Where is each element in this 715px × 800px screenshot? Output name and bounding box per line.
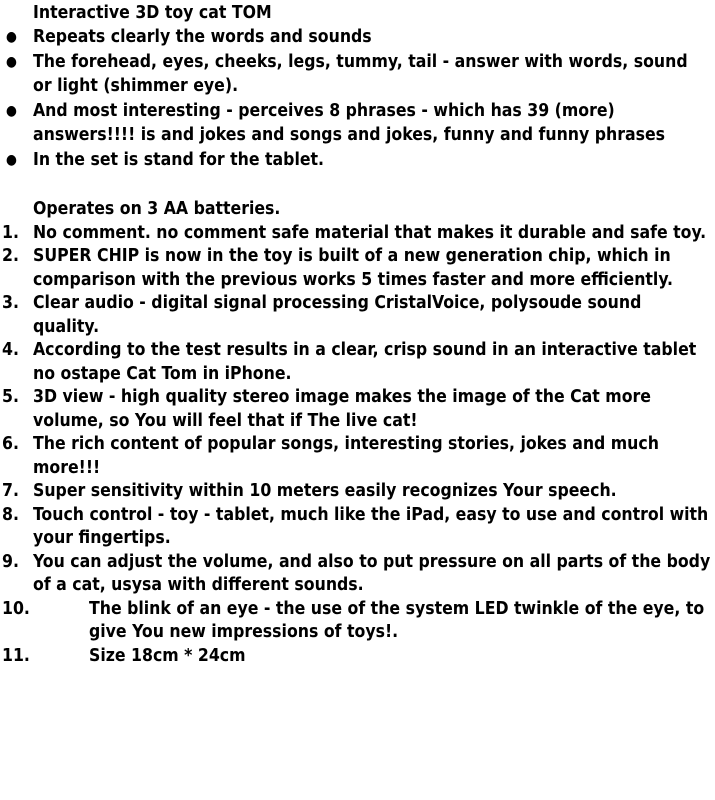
spec-item [0,222,715,246]
feature-text: In the set is stand for the tablet. [33,150,325,170]
spec-number: 7. [2,481,19,501]
spec-number: 11. [2,645,30,666]
spec-item [0,386,715,433]
feature-item [0,149,715,173]
batteries-heading: Operates on 3 AA batteries. [33,199,281,219]
spec-number: 6. [2,434,19,454]
spec-text: SUPER CHIP is now in the toy is built of a new generation chip, which in comparison with the previous works 5 times faster and more efficiently. [33,246,673,290]
spec-number: 3. [2,293,19,313]
spec-number: 9. [2,551,19,572]
feature-text: Repeats clearly the words and sounds [33,26,372,47]
spec-item [0,645,715,669]
document [0,2,715,668]
spec-text: No comment. no comment safe material that makes it durable and safe toy. [33,222,707,243]
spec-item [0,339,715,386]
spec-text: 3D view - high quality stereo image makes the image of the Cat more volume, so You will feel that if The live cat! [33,387,651,431]
feature-item [0,51,715,98]
spec-text: The blink of an eye - the use of the system LED twinkle of the eye, to give You new impressions of toys!. [89,598,705,642]
feature-text: The forehead, eyes, cheeks, legs, tummy, tail - answer with words, sound or light (shimmer eye). [33,52,688,96]
spec-number: 5. [2,387,19,407]
spec-list [0,222,715,669]
bullet-icon: ● [6,103,17,119]
spec-item [0,245,715,292]
spec-item [0,292,715,339]
spec-number: 8. [2,504,19,525]
spec-item [0,480,715,504]
feature-text: And most interesting - perceives 8 phrases - which has 39 (more) answers!!!! is and jokes and songs and jokes, funny and funny phrases [33,101,666,145]
spec-number: 4. [2,340,19,360]
spec-text: Clear audio - digital signal processing CristalVoice, polysoude sound quality. [33,293,642,337]
feature-item [0,26,715,50]
spec-item [0,504,715,551]
spec-text: The rich content of popular songs, interesting stories, jokes and much more!!! [33,434,659,478]
bullet-icon: ● [6,54,17,70]
spec-number: 2. [2,246,19,266]
spec-text: Super sensitivity within 10 meters easily recognizes Your speech. [33,481,617,501]
bullet-icon: ● [6,152,17,168]
bullet-icon: ● [6,28,17,45]
spec-text: Size 18cm * 24cm [89,645,246,666]
spec-item [0,598,715,645]
blank-line [0,175,715,199]
feature-list [0,26,715,173]
spec-item [0,433,715,480]
feature-item [0,100,715,147]
spec-number: 1. [2,222,19,243]
spec-text: You can adjust the volume, and also to put pressure on all parts of the body of a cat, usysa with different sounds. [33,551,711,595]
spec-text: Touch control - toy - tablet, much like the iPad, easy to use and control with your fingertips. [33,504,709,548]
spec-number: 10. [2,598,30,619]
spec-text: According to the test results in a clear, crisp sound in an interactive tablet no ostape Cat Tom in iPhone. [33,340,697,384]
spec-item [0,551,715,598]
document-title: Interactive 3D toy cat TOM [33,3,272,23]
